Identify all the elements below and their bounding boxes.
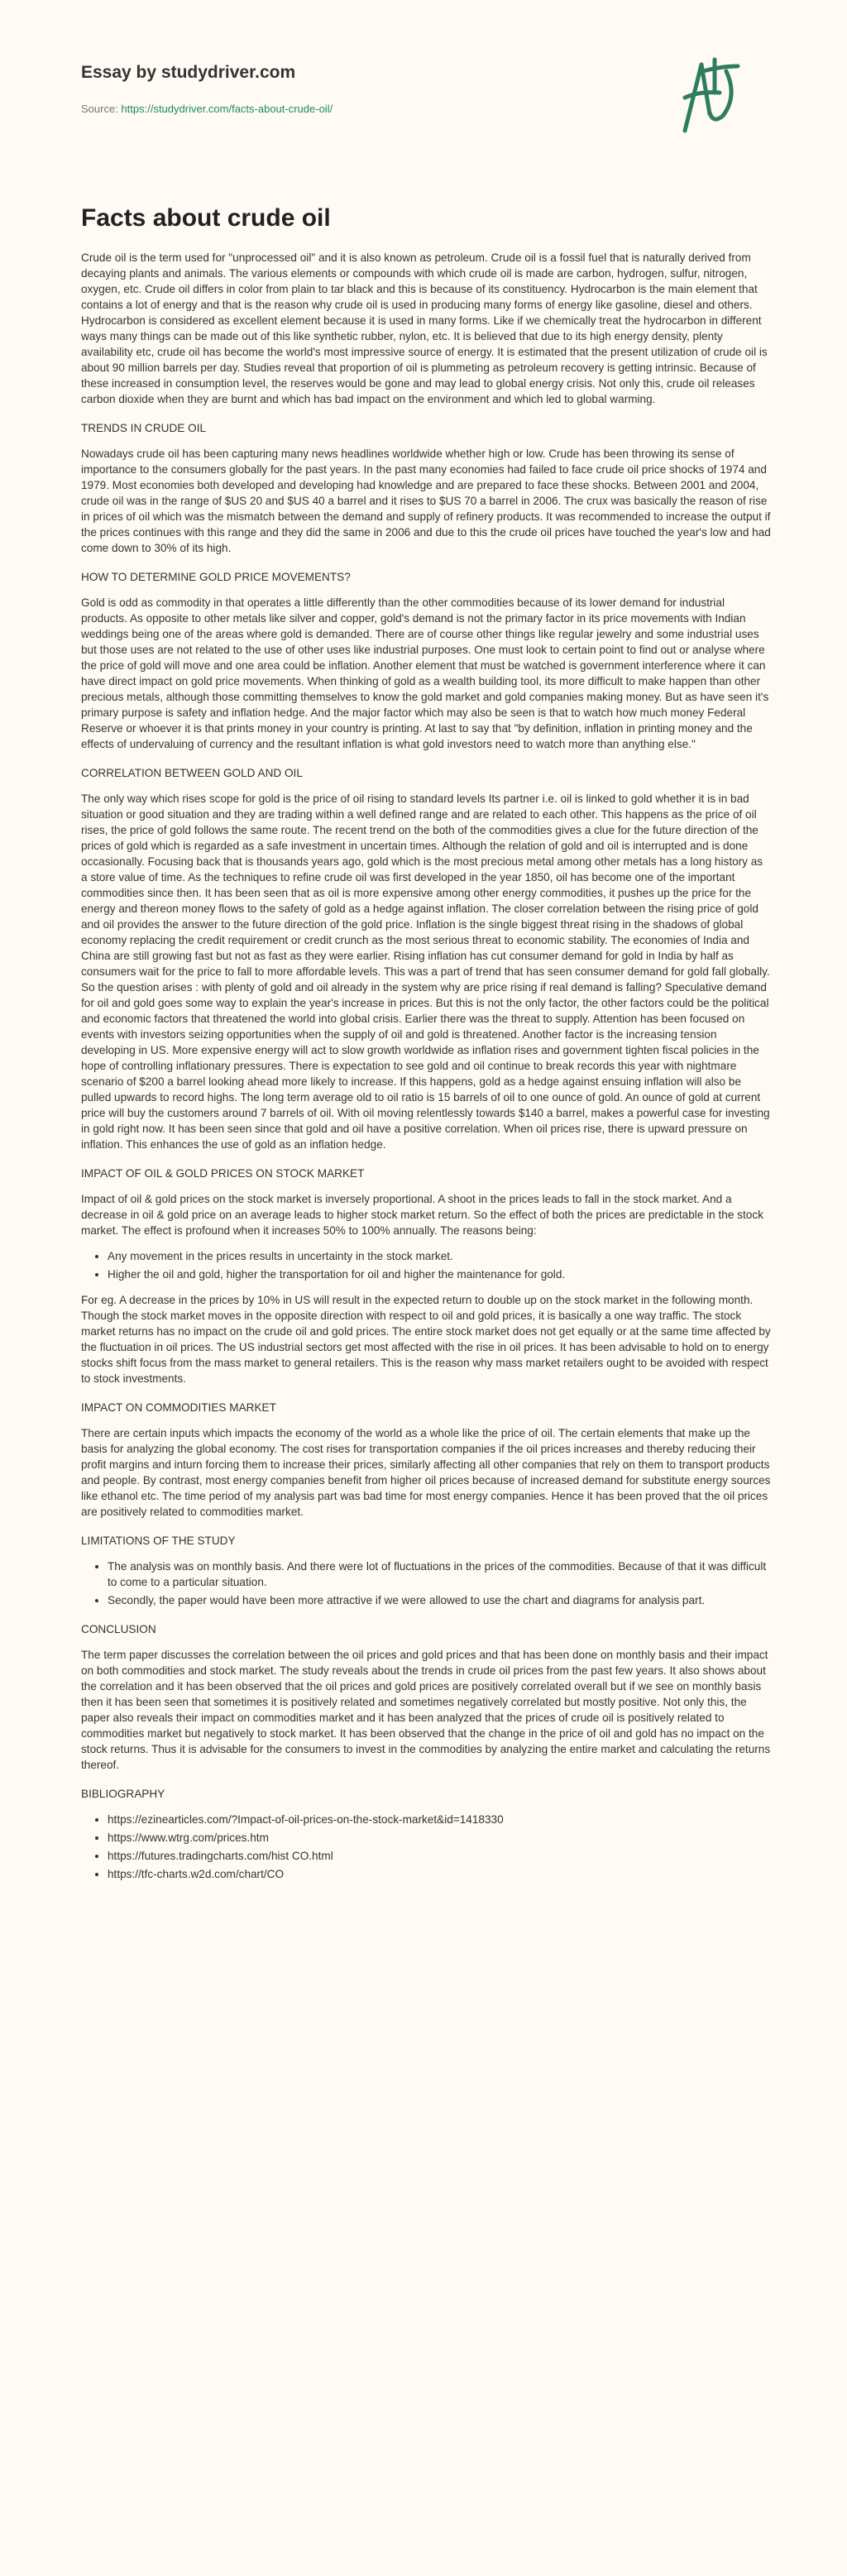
stock-heading: IMPACT OF OIL & GOLD PRICES ON STOCK MARKET xyxy=(81,1167,365,1180)
bibliography-item: • https://futures.tradingcharts.com/hist CO.html xyxy=(108,1848,771,1864)
bibliography-item: • https://tfc-charts.w2d.com/chart/CO xyxy=(108,1866,771,1882)
page-header xyxy=(0,0,847,182)
conclusion-heading: CONCLUSION xyxy=(81,1623,156,1635)
stock-paragraph: Impact of oil & gold prices on the stock market is inversely proportional. A shoot in the prices leads to fall in the stock market. And a decrease in oil & gold price on an average leads to higher stock market return. So the effect of both the prices are predictable in the stock market. The effect is profound when it increases 50% to 100% annually. The reasons being: xyxy=(81,1193,763,1237)
gold-heading: HOW TO DETERMINE GOLD PRICE MOVEMENTS? xyxy=(81,571,351,583)
bibliography-item: • https://www.wtrg.com/prices.htm xyxy=(108,1830,771,1846)
trends-heading: TRENDS IN CRUDE OIL xyxy=(81,422,207,434)
bibliography-list xyxy=(81,1812,771,1882)
list-item: • Higher the oil and gold, higher the transportation for oil and higher the maintenance for gold. xyxy=(108,1266,771,1282)
correlation-heading: CORRELATION BETWEEN GOLD AND OIL xyxy=(81,767,303,779)
list-item: • Any movement in the prices results in uncertainty in the stock market. xyxy=(108,1248,771,1264)
limitations-heading: LIMITATIONS OF THE STUDY xyxy=(81,1535,236,1547)
commodities-heading: IMPACT ON COMMODITIES MARKET xyxy=(81,1401,276,1414)
trends-paragraph: Nowadays crude oil has been capturing many news headlines worldwide whether high or low. Crude has been throwing its sense of importance to the consumers globally for the past years. In the past many economies had failed to face crude oil price shocks of 1974 and 1979. Most economies both developed and developing had knowledge and are prepared to face these shocks. Between 2001 and 2004, crude oil was in the range of $US 20 and $US 40 a barrel and it rises to $US 70 a barrel in 2006. The crux was basically the reason of rise in prices of oil which was the mismatch between the demand and supply of refinery products. It was recommended to increase the output if the prices continues with this range and they did the same in 2006 and due to this the crude oil prices have touched the year's low and had come down to 30% of its high. xyxy=(81,448,771,554)
stock-bullet-list xyxy=(81,1248,771,1282)
source-line xyxy=(81,103,333,115)
source-label: Source: xyxy=(81,103,122,115)
conclusion-paragraph: The term paper discusses the correlation between the oil prices and gold prices and that has been done on monthly basis and their impact on both commodities and stock market. The study reveals about the trends in crude oil prices from the past few years. It also shows about the correlation and it has been observed that the oil prices and gold prices are positively correlated overall but if we see on monthly basis then it has been seen that sometimes it is positively related and sometimes negatively correlated but mostly positive. Not only this, the paper also reveals their impact on commodities market and it has been analyzed that the prices of crude oil is positively related to commodities market but negatively to stock market. It has been observed that the change in the price of oil and gold has no impact on the stock returns. Thus it is advisable for the consumers to invest in the commodities by analyzing the entire market and calculating the returns thereof. xyxy=(81,1649,771,1771)
commodities-paragraph: There are certain inputs which impacts the economy of the world as a whole like the price of oil. The certain elements that make up the basis for analyzing the global economy. The cost rises for transportation companies if the oil prices increases and thereby reducing their profit margins and inturn forcing them to increase their prices, similarly affecting all other companies that rely on them to transport products and people. By contrast, most energy companies benefit from higher oil prices because of increased demand for substitute energy sources like ethanol etc. The time period of my analysis part was bad time for most energy companies. Hence it has been proved that the oil prices are positively related to commodities market. xyxy=(81,1427,771,1518)
essay-title: Facts about crude oil xyxy=(81,204,331,232)
stock-paragraph-2: For eg. A decrease in the prices by 10% in US will result in the expected return to double up on the stock market in the following month. Though the stock market moves in the opposite direction with respect to oil and gold prices, it is basically a one way traffic. The stock market returns has no impact on the crude oil and gold prices. The entire stock market does not get equally or at the same time affected by the fluctuation in oil prices. The US industrial sectors get most affected with the rise in oil prices. It has been advisable to hold on to energy stocks shift focus from the mass market to general retailers. This is the reason why mass market retailers ought to be avoided with respect to stock investments. xyxy=(81,1294,771,1385)
source-link[interactable]: https://studydriver.com/facts-about-crude-oil/ xyxy=(121,103,333,115)
bibliography-item: • https://ezinearticles.com/?Impact-of-oil-prices-on-the-stock-market&id=1418330 xyxy=(108,1812,771,1827)
intro-paragraph: Crude oil is the term used for "unprocessed oil" and it is also known as petroleum. Crude oil is a fossil fuel that is naturally derived from decaying plants and animals. The various elements or compounds with which crude oil is made are carbon, hydrogen, sulfur, nitrogen, oxygen, etc. Crude oil differs in color from plain to tar black and this is because of its constituency. Hydrocarbon is the main element that contains a lot of energy and that is the reason why crude oil is used in producing many forms of energy like gasoline, diesel and others. Hydrocarbon is considered as excellent element because it is used in many forms. Like if we chemically treat the hydrocarbon in different ways many things can be made out of this like synthetic rubber, nylon, etc. It is believed that due to its high energy density, plenty availability etc, crude oil has become the world's most impressive source of energy. It is estimated that the present utilization of crude oil is about 90 million barrels per day. Studies reveal that proportion of oil is plummeting as petroleum recovery is getting intrinsic. Because of these increased in consumption level, the reserves would be gone and may lead to global energy crisis. Not only this, crude oil releases carbon dioxide when they are burnt and which has bad impact on the environment and which led to global warming. xyxy=(81,251,768,405)
a-plus-logo-icon xyxy=(680,55,771,137)
gold-paragraph: Gold is odd as commodity in that operates a little differently than the other commodities because of its lower demand for industrial products. As opposite to other metals like silver and copper, gold's demand is not the primary factor in its price movements with Indian weddings being one of the areas where gold is demanded. There are of course other things like regular jewelry and some industrial uses but those uses are not related to the use of other uses like industrial purposes. One must look to certain point to find out or analyse where the price of gold will move and one area could be inflation. Another element that must be watched is government interference where it can have direct impact on gold price movements. When thinking of gold as a wealth building tool, its more difficult to make happen than other precious metals, although those committing themselves to know the gold market and gold companies making money. But as have seen it's primary purpose is safety and inflation hedge. And the major factor which may also be seen is that to watch how much money Federal Reserve or whoever it is that prints money in your country is printing. At last to say that "by definition, inflation in printing money and the effects of undervaluing of currency and the resultant inflation is what gold investors need to watch more than anything else." xyxy=(81,596,769,750)
brand-title: Essay by studydriver.com xyxy=(81,63,296,82)
correlation-paragraph: The only way which rises scope for gold is the price of oil rising to standard levels Its partner i.e. oil is linked to gold whether it is in bad situation or good situation and they are trading within a well defined range and are related to each other. This happens as the price of oil rises, the price of gold follows the same route. The recent trend on the both of the commodities gives a clue for the future direction of the prices of gold which is regarded as a safe investment in uncertain times. Although the relation of gold and oil is interrupted and is done occasionally. Focusing back that is thousands years ago, gold which is the most precious metal among other metals has a long history as a store value of time. As the techniques to refine crude oil was first developed in the year 1850, oil has become one of the important commodities since then. It has been seen that as oil is more expensive among other energy commodities, it pushes up the price for the energy and thereon money flows to the safety of gold as a hedge against inflation. The closer correlation between the rising price of gold and oil provides the answer to the future direction of the gold price. Inflation is the single biggest threat rising in the shadows of global economy replacing the credit requirement or credit crunch as the most serious threat to economic stability. The economies of India and China are still growing fast but not as fast as they were earlier. Rising inflation has cut consumer demand for gold in India by half as consumers wait for the price to fall to more affordable levels. This was a part of trend that has seen consumer demand for gold fall globally. So the question arises : with plenty of gold and oil already in the system why are price rising if real demand is falling? Speculative demand for oil and gold goes some way to explain the year's increase in prices. But this is not the only factor, the other factors could be the political and economic factors that threatened the world into global crisis. Earlier there was the threat to supply. Attention has been focused on events with investors seizing opportunities when the supply of oil and gold is threatened. Another factor is the increasing tension developing in US. More expensive energy will act to slow growth worldwide as inflation rises and government tighten fiscal policies in the hope of controlling inflationary pressures. There is expectation to see gold and oil continue to break records this year with nightmare scenario of $200 a barrel looking ahead more likely to increase. If this happens, gold as a hedge against ensuing inflation will also be pulled upwards to record highs. The long term average old to oil ratio is 15 barrels of oil to one ounce of gold. An ounce of gold at current price will buy the customers around 7 barrels of oil. With oil moving relentlessly towards $140 a barrel, makes a powerful case for investing in gold right now. It has been seen since that gold and oil have a positive correlation. When oil prices rise, there is upward pressure on inflation. This enhances the use of gold as an inflation hedge. xyxy=(81,792,770,1151)
limitations-list xyxy=(81,1559,771,1608)
essay-content xyxy=(81,203,771,1892)
list-item: • The analysis was on monthly basis. And there were lot of fluctuations in the prices of the commodities. Because of that it was difficult to come to a particular situation. xyxy=(108,1559,771,1590)
list-item: • Secondly, the paper would have been more attractive if we were allowed to use the chart and diagrams for analysis part. xyxy=(108,1592,771,1608)
bibliography-heading: BIBLIOGRAPHY xyxy=(81,1788,165,1800)
